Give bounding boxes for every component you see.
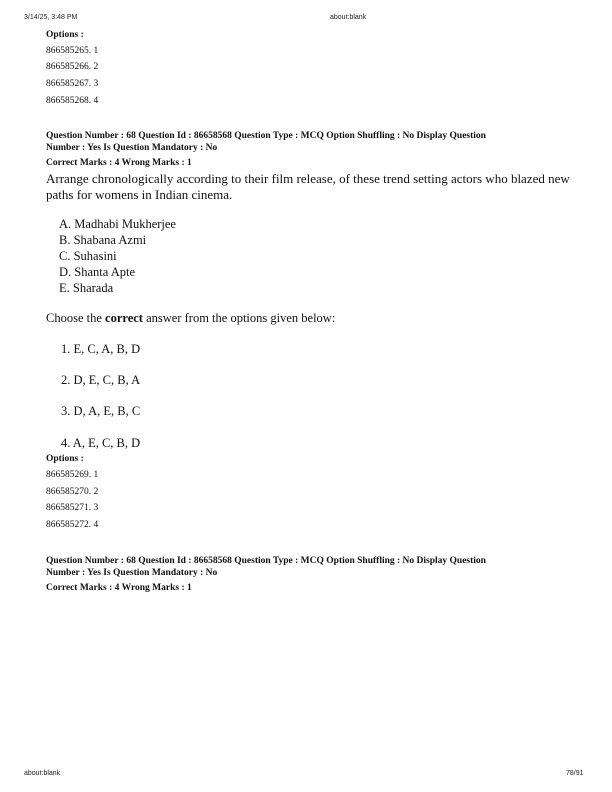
- prev-option-4: 866585268. 4: [46, 96, 99, 106]
- print-url: about:blank: [330, 14, 367, 21]
- prev-option-1: 866585265. 1: [46, 46, 99, 56]
- question-text: Arrange chronologically according to their film release, of these trend setting actors who blazed new paths for womens in Indian cinema.: [46, 171, 570, 202]
- choose-bold: correct: [105, 311, 143, 325]
- answer-2: 2. D, E, C, B, A: [61, 373, 141, 387]
- next-question-meta-line-1: Question Number : 68 Question Id : 86658568 Question Type : MCQ Option Shuffling : No Display Question: [46, 556, 486, 566]
- prev-option-3: 866585267. 3: [46, 79, 99, 89]
- choose-prefix: Choose the: [46, 311, 106, 325]
- item-a: A. Madhabi Mukherjee: [59, 217, 176, 231]
- next-question-meta-line-2: Number : Yes Is Question Mandatory : No: [46, 568, 218, 578]
- choose-instruction: [46, 311, 335, 326]
- prev-option-2: 866585266. 2: [46, 62, 99, 72]
- prev-options-label: Options :: [46, 30, 84, 40]
- item-c: C. Suhasini: [59, 249, 117, 263]
- footer-url: about:blank: [24, 770, 61, 777]
- question-marks: Correct Marks : 4 Wrong Marks : 1: [46, 158, 192, 168]
- item-e: E. Sharada: [59, 281, 114, 295]
- next-question-marks: Correct Marks : 4 Wrong Marks : 1: [46, 583, 192, 593]
- option-4: 866585272. 4: [46, 520, 99, 530]
- answer-3: 3. D, A, E, B, C: [61, 404, 141, 418]
- option-2: 866585270. 2: [46, 487, 99, 497]
- question-items: [59, 216, 176, 296]
- option-3: 866585271. 3: [46, 503, 99, 513]
- print-datetime: 3/14/25, 3:48 PM: [24, 14, 78, 21]
- options-label: Options :: [46, 454, 84, 464]
- page-number: 78/91: [566, 770, 584, 777]
- question-meta-line-1: Question Number : 68 Question Id : 86658568 Question Type : MCQ Option Shuffling : No Display Question: [46, 131, 486, 141]
- answer-4: 4. A, E, C, B, D: [61, 436, 141, 450]
- item-b: B. Shabana Azmi: [59, 233, 147, 247]
- choose-suffix: answer from the options given below:: [142, 311, 336, 325]
- option-1: 866585269. 1: [46, 470, 99, 480]
- item-d: D. Shanta Apte: [59, 265, 136, 279]
- question-meta-line-2: Number : Yes Is Question Mandatory : No: [46, 143, 218, 153]
- question-meta: [46, 130, 486, 154]
- answer-1: 1. E, C, A, B, D: [61, 342, 141, 356]
- next-question-meta: [46, 555, 486, 579]
